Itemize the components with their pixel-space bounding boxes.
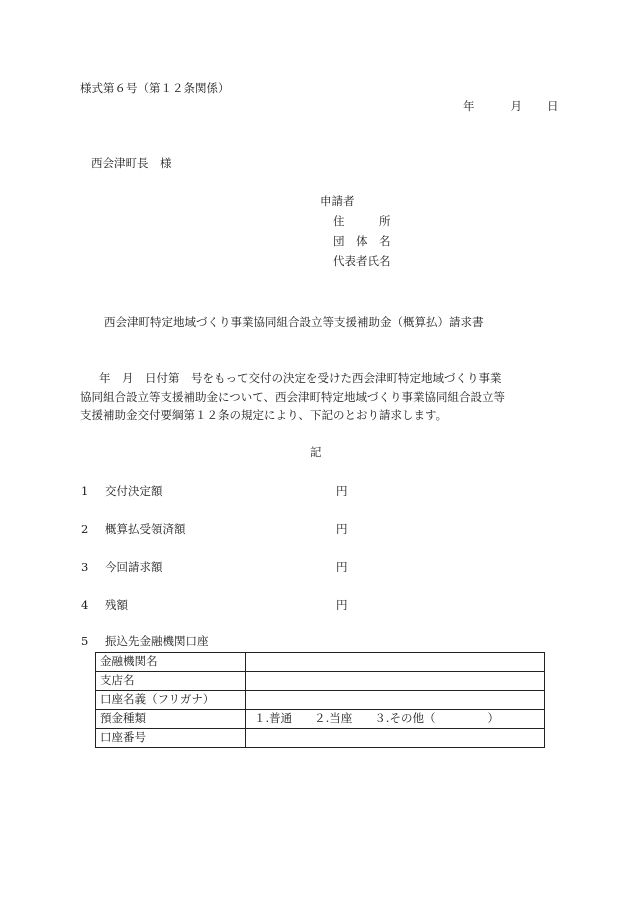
table-row bbox=[96, 672, 545, 691]
request-body bbox=[80, 369, 550, 425]
applicant-representative-label: 代表者氏名 bbox=[333, 254, 391, 268]
branch-name-field[interactable] bbox=[246, 672, 545, 691]
item-label-received-amount: 概算払受領済額 bbox=[105, 522, 186, 536]
deposit-type-options bbox=[246, 710, 545, 729]
item-unit: 円 bbox=[336, 522, 348, 536]
body-line-1: 年 月 日付第 号をもって交付の決定を受けた西会津町特定地域づくり事業 bbox=[99, 371, 502, 385]
item-number: 5 bbox=[81, 634, 89, 648]
applicant-heading: 申請者 bbox=[320, 194, 355, 208]
deposit-type-other[interactable]: ３.その他（ bbox=[374, 711, 436, 726]
bank-name-field[interactable] bbox=[246, 653, 545, 672]
deposit-type-label: 預金種類 bbox=[96, 710, 246, 729]
date-day: 日 bbox=[547, 99, 559, 113]
document-title: 西会津町特定地域づくり事業協同組合設立等支援補助金（概算払）請求書 bbox=[104, 315, 484, 329]
bank-account-table bbox=[95, 652, 545, 748]
item-unit: 円 bbox=[336, 484, 348, 498]
table-row bbox=[96, 710, 545, 729]
item-unit: 円 bbox=[336, 560, 348, 574]
item-label-grant-amount: 交付決定額 bbox=[105, 484, 163, 498]
body-line-3: 支援補助金交付要綱第１２条の規定により、下記のとおり請求します。 bbox=[80, 408, 448, 422]
table-row bbox=[96, 653, 545, 672]
account-number-label: 口座番号 bbox=[96, 729, 246, 748]
applicant-address-label: 住 所 bbox=[333, 214, 391, 228]
branch-name-label: 支店名 bbox=[96, 672, 246, 691]
ki-heading: 記 bbox=[310, 445, 322, 459]
date-month: 月 bbox=[510, 99, 522, 113]
item-number: 3 bbox=[81, 560, 89, 574]
deposit-type-current[interactable]: ２.当座 bbox=[314, 711, 353, 726]
form-number: 様式第６号（第１２条関係） bbox=[80, 81, 230, 95]
deposit-type-ordinary[interactable]: １.普通 bbox=[254, 711, 293, 726]
table-row bbox=[96, 691, 545, 710]
item-number: 1 bbox=[81, 484, 89, 498]
account-number-field[interactable] bbox=[246, 729, 545, 748]
applicant-organization-label: 団 体 名 bbox=[333, 234, 391, 248]
item-label-remaining-amount: 残額 bbox=[105, 598, 128, 612]
date-year: 年 bbox=[463, 99, 475, 113]
item-label-request-amount: 今回請求額 bbox=[105, 560, 163, 574]
bank-name-label: 金融機関名 bbox=[96, 653, 246, 672]
bank-account-heading: 振込先金融機関口座 bbox=[105, 634, 209, 648]
item-unit: 円 bbox=[336, 598, 348, 612]
deposit-type-other-close: ） bbox=[487, 711, 499, 726]
account-holder-field[interactable] bbox=[246, 691, 545, 710]
addressee: 西会津町長 様 bbox=[91, 156, 172, 170]
body-line-2: 協同組合設立等支援補助金について、西会津町特定地域づくり事業協同組合設立等 bbox=[80, 389, 506, 404]
item-number: 4 bbox=[81, 598, 89, 612]
account-holder-label: 口座名義（フリガナ） bbox=[96, 691, 246, 710]
table-row bbox=[96, 729, 545, 748]
date-line bbox=[463, 101, 559, 113]
item-number: 2 bbox=[81, 522, 89, 536]
